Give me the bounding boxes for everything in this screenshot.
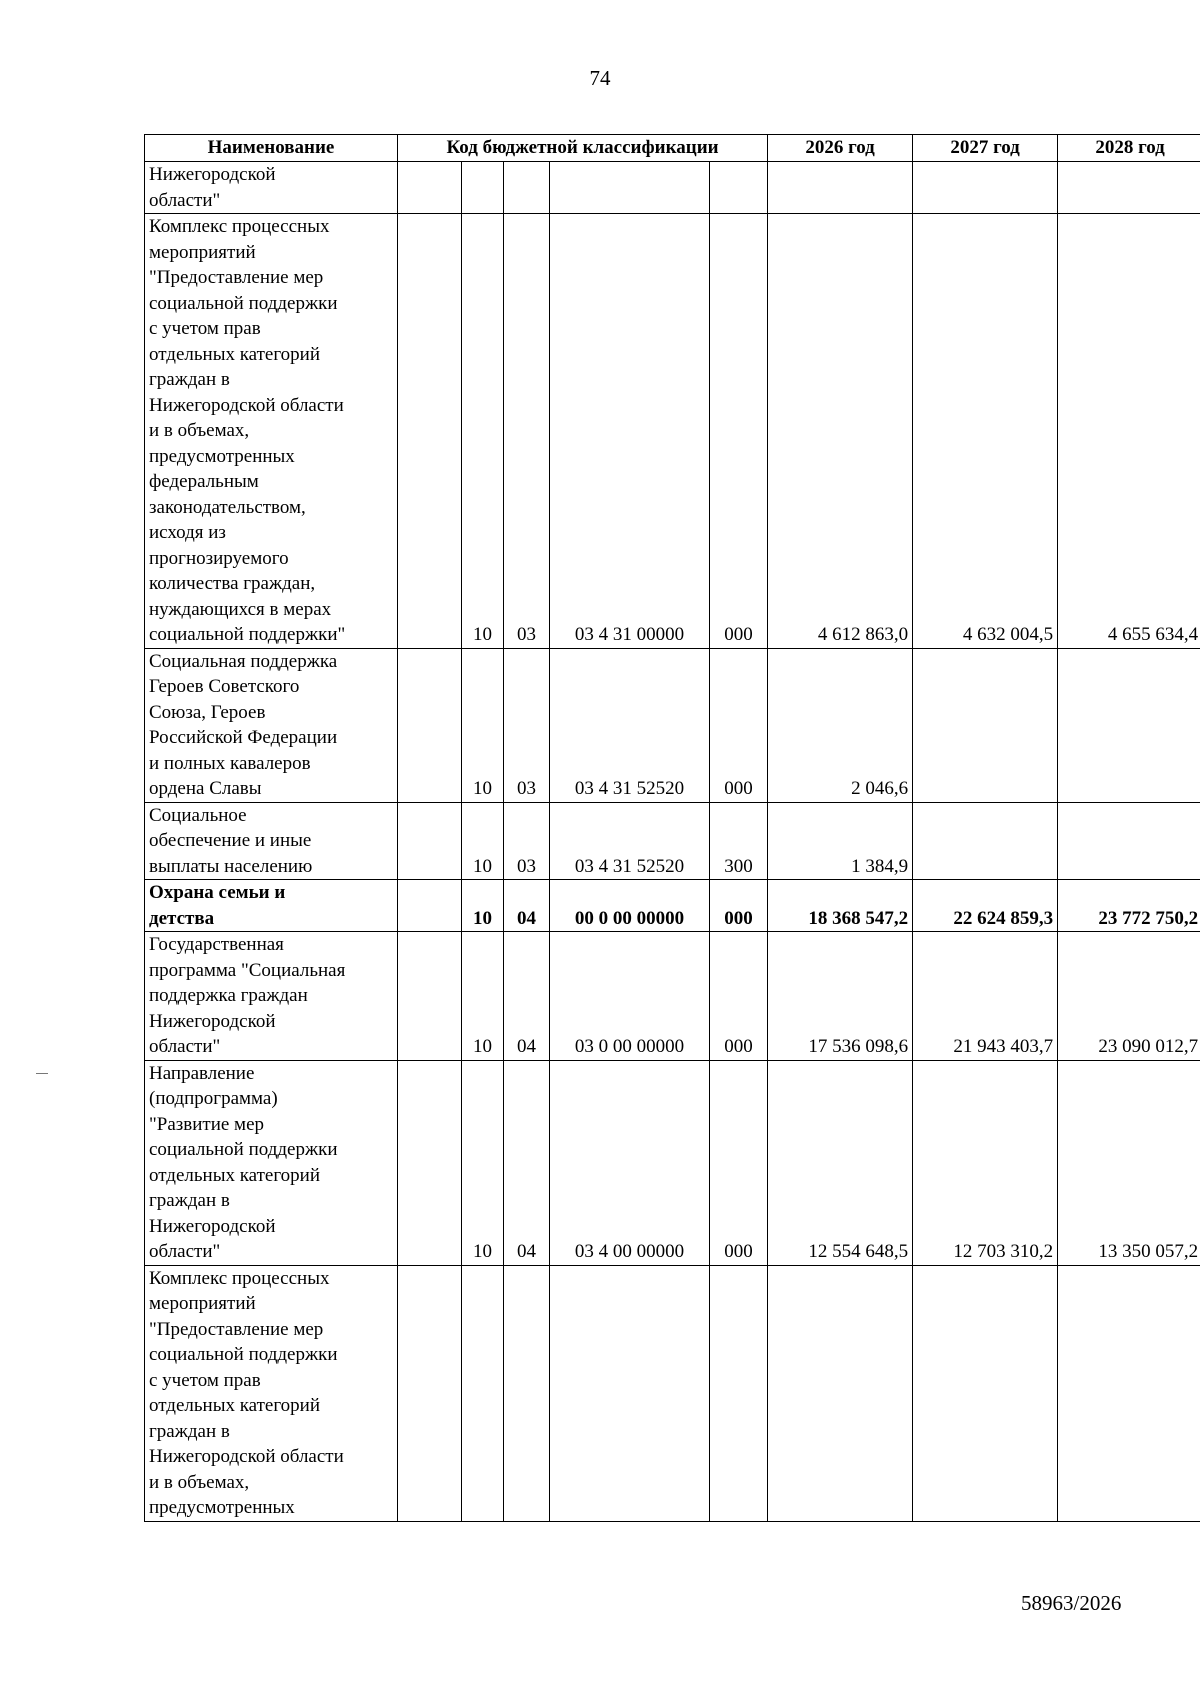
margin-mark (36, 1073, 48, 1074)
cell-name: Направление (подпрограмма) "Развитие мер социальной поддержки отдельных категорий граждан в Нижегородской области" (145, 1060, 398, 1265)
table-row (145, 880, 1200, 932)
cell-section: 10 (462, 214, 504, 649)
header-2026: 2026 год (768, 135, 913, 162)
table-body (145, 162, 1200, 1522)
cell-amount-2027: 21 943 403,7 (913, 932, 1058, 1061)
page-number: 74 (589, 66, 611, 90)
cell-amount-2028 (1058, 1265, 1200, 1521)
cell-expense-type: 000 (710, 932, 768, 1061)
cell-target-article: 03 4 00 00000 (550, 1060, 710, 1265)
table-row (145, 648, 1200, 802)
cell-name: Комплекс процессных мероприятий "Предоставление мер социальной поддержки с учетом прав отдельных категорий граждан в Нижегородской области и в объемах, предусмотренных федеральным законодательством, исходя из прогнозируемого количества граждан, нуждающихся в мерах социальной поддержки" (145, 214, 398, 649)
cell-name: Государственная программа "Социальная поддержка граждан Нижегородской области" (145, 932, 398, 1061)
cell-subsection (504, 162, 550, 214)
cell-expense-type: 300 (710, 802, 768, 880)
cell-amount-2027: 4 632 004,5 (913, 214, 1058, 649)
table-row (145, 162, 1200, 214)
cell-amount-2026: 2 046,6 (768, 648, 913, 802)
cell-expense-type (710, 162, 768, 214)
cell-subsection: 03 (504, 214, 550, 649)
table-row (145, 1060, 1200, 1265)
cell-amount-2026: 18 368 547,2 (768, 880, 913, 932)
cell-section: 10 (462, 1060, 504, 1265)
table-row (145, 802, 1200, 880)
cell-name: Нижегородской области" (145, 162, 398, 214)
cell-subsection: 03 (504, 648, 550, 802)
cell-amount-2027: 22 624 859,3 (913, 880, 1058, 932)
cell-amount-2026 (768, 162, 913, 214)
cell-expense-type: 000 (710, 214, 768, 649)
cell-section (462, 1265, 504, 1521)
header-code: Код бюджетной классификации (398, 135, 768, 162)
cell-section: 10 (462, 802, 504, 880)
table-row (145, 214, 1200, 649)
cell-amount-2027 (913, 802, 1058, 880)
cell-amount-2028: 13 350 057,2 (1058, 1060, 1200, 1265)
cell-subsection: 04 (504, 880, 550, 932)
cell-blank (398, 162, 462, 214)
cell-amount-2026 (768, 1265, 913, 1521)
cell-amount-2028 (1058, 648, 1200, 802)
table-header-row (145, 135, 1200, 162)
cell-section: 10 (462, 880, 504, 932)
cell-target-article (550, 162, 710, 214)
cell-blank (398, 214, 462, 649)
cell-blank (398, 802, 462, 880)
cell-amount-2028: 4 655 634,4 (1058, 214, 1200, 649)
cell-amount-2026: 12 554 648,5 (768, 1060, 913, 1265)
cell-target-article: 03 4 31 52520 (550, 648, 710, 802)
cell-section: 10 (462, 648, 504, 802)
cell-subsection: 03 (504, 802, 550, 880)
cell-section (462, 162, 504, 214)
table-row (145, 1265, 1200, 1521)
table-row (145, 932, 1200, 1061)
cell-amount-2026: 17 536 098,6 (768, 932, 913, 1061)
budget-table (144, 134, 1200, 1522)
cell-amount-2027 (913, 162, 1058, 214)
cell-subsection: 04 (504, 932, 550, 1061)
cell-name: Комплекс процессных мероприятий "Предоставление мер социальной поддержки с учетом прав отдельных категорий граждан в Нижегородской области и в объемах, предусмотренных (145, 1265, 398, 1521)
cell-blank (398, 880, 462, 932)
cell-section: 10 (462, 932, 504, 1061)
cell-expense-type: 000 (710, 648, 768, 802)
cell-blank (398, 648, 462, 802)
cell-amount-2028: 23 090 012,7 (1058, 932, 1200, 1061)
cell-amount-2026: 4 612 863,0 (768, 214, 913, 649)
cell-blank (398, 1060, 462, 1265)
cell-amount-2028: 23 772 750,2 (1058, 880, 1200, 932)
cell-target-article (550, 1265, 710, 1521)
cell-blank (398, 932, 462, 1061)
cell-blank (398, 1265, 462, 1521)
document-number: 58963/2026 (1021, 1591, 1122, 1615)
cell-target-article: 03 4 31 00000 (550, 214, 710, 649)
cell-amount-2027 (913, 648, 1058, 802)
cell-amount-2027 (913, 1265, 1058, 1521)
cell-name: Охрана семьи и детства (145, 880, 398, 932)
cell-expense-type (710, 1265, 768, 1521)
cell-expense-type: 000 (710, 880, 768, 932)
cell-target-article: 03 0 00 00000 (550, 932, 710, 1061)
cell-amount-2028 (1058, 162, 1200, 214)
cell-target-article: 00 0 00 00000 (550, 880, 710, 932)
header-name: Наименование (145, 135, 398, 162)
cell-target-article: 03 4 31 52520 (550, 802, 710, 880)
cell-amount-2026: 1 384,9 (768, 802, 913, 880)
header-2028: 2028 год (1058, 135, 1200, 162)
cell-subsection (504, 1265, 550, 1521)
header-2027: 2027 год (913, 135, 1058, 162)
cell-expense-type: 000 (710, 1060, 768, 1265)
cell-name: Социальное обеспечение и иные выплаты населению (145, 802, 398, 880)
cell-name: Социальная поддержка Героев Советского Союза, Героев Российской Федерации и полных кавалеров ордена Славы (145, 648, 398, 802)
cell-amount-2028 (1058, 802, 1200, 880)
cell-amount-2027: 12 703 310,2 (913, 1060, 1058, 1265)
cell-subsection: 04 (504, 1060, 550, 1265)
